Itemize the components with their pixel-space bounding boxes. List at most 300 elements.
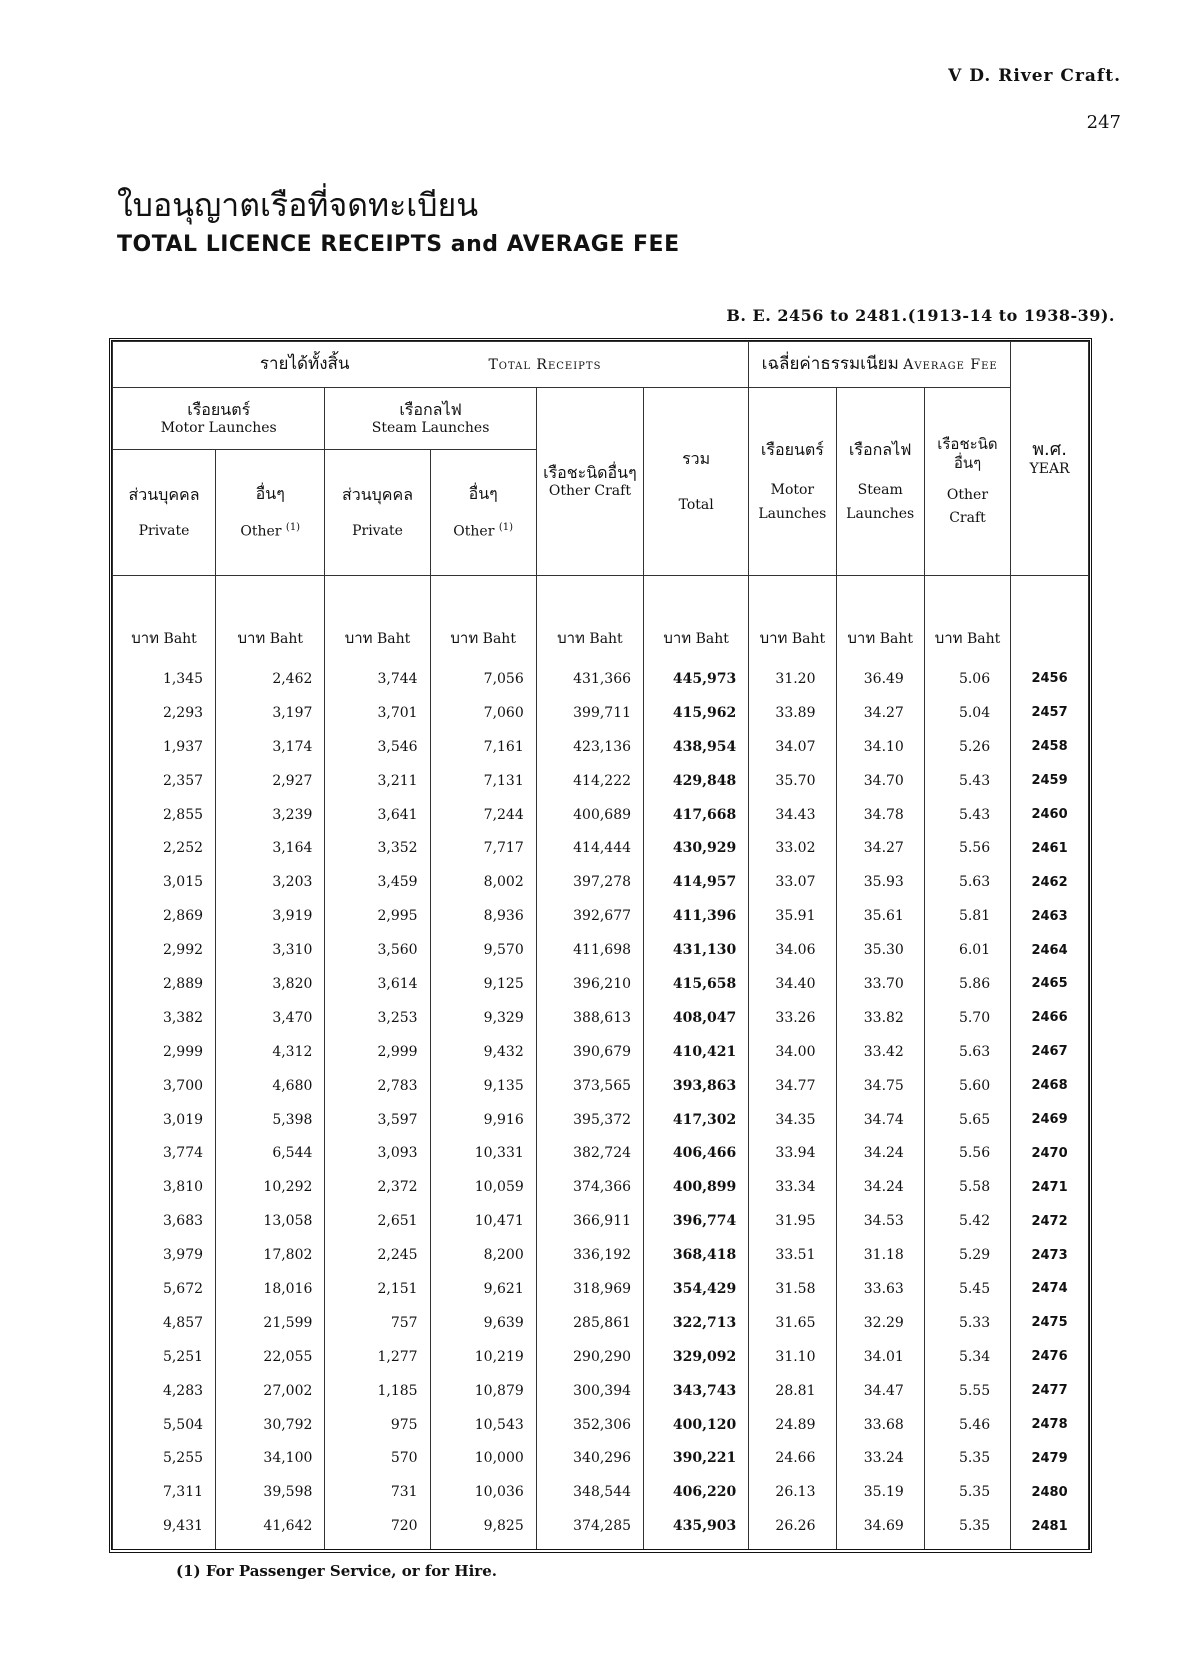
other-craft-cell: 290,290 [536,1340,643,1374]
licence-receipts-table [109,338,1092,1553]
total-cell: 431,130 [644,933,749,967]
title-english: TOTAL LICENCE RECEIPTS and AVERAGE FEE [117,232,680,257]
steam-other-cell: 9,825 [430,1509,536,1549]
period-label: B. E. 2456 to 2481.(1913-14 to 1938-39). [726,306,1115,325]
average-fee-thai: เฉลี่ยค่าธรรมเนียม [761,353,899,374]
avg-steam-cell: 34.27 [836,696,924,730]
avg-other-cell: 5.43 [924,798,1010,832]
steam-other-english: Other [453,523,495,540]
avg-motor-cell: 26.26 [749,1509,836,1549]
year-cell: 2471 [1011,1170,1089,1204]
total-receipts-header [113,342,749,388]
year-cell: 2474 [1011,1272,1089,1306]
avg-steam-cell: 33.42 [836,1035,924,1069]
total-cell: 390,221 [644,1441,749,1475]
total-cell: 400,120 [644,1408,749,1442]
steam-other-cell: 7,244 [430,798,536,832]
motor-other-cell: 17,802 [216,1238,325,1272]
other-craft-cell: 414,222 [536,764,643,798]
avg-other-english-1: Other [946,486,989,503]
avg-other-cell: 5.86 [924,967,1010,1001]
motor-other-cell: 3,310 [216,933,325,967]
steam-private-cell: 2,372 [325,1170,430,1204]
avg-motor-cell: 35.91 [749,899,836,933]
avg-steam-cell: 32.29 [836,1306,924,1340]
steam-private-cell: 1,185 [325,1374,430,1408]
avg-other-cell: 5.56 [924,1136,1010,1170]
steam-other-cell: 10,543 [430,1408,536,1442]
table-row [113,1103,1089,1137]
average-fee-header [749,342,1011,388]
year-cell: 2459 [1011,764,1089,798]
avg-other-cell: 5.63 [924,1035,1010,1069]
avg-other-header [924,388,1010,576]
steam-private-cell: 3,352 [325,831,430,865]
steam-private-cell: 2,783 [325,1069,430,1103]
steam-private-cell: 3,597 [325,1103,430,1137]
steam-other-cell: 7,131 [430,764,536,798]
steam-private-cell: 2,651 [325,1204,430,1238]
steam-launches-english: Steam Launches [371,419,490,436]
steam-other-cell: 7,056 [430,662,536,696]
table-row [113,1035,1089,1069]
steam-other-cell: 10,036 [430,1475,536,1509]
steam-private-cell: 757 [325,1306,430,1340]
avg-motor-cell: 33.02 [749,831,836,865]
motor-private-cell: 2,869 [113,899,216,933]
steam-other-cell: 9,329 [430,1001,536,1035]
motor-other-cell: 4,680 [216,1069,325,1103]
avg-steam-cell: 34.74 [836,1103,924,1137]
table-row [113,1170,1089,1204]
table-row [113,865,1089,899]
units-row [113,576,1089,663]
unit-cell-empty [1011,576,1089,663]
steam-other-cell: 10,331 [430,1136,536,1170]
steam-other-cell: 9,621 [430,1272,536,1306]
steam-other-cell: 8,936 [430,899,536,933]
motor-other-cell: 13,058 [216,1204,325,1238]
avg-steam-cell: 31.18 [836,1238,924,1272]
steam-private-cell: 3,093 [325,1136,430,1170]
avg-steam-cell: 34.78 [836,798,924,832]
steam-private-cell: 2,245 [325,1238,430,1272]
other-craft-cell: 373,565 [536,1069,643,1103]
avg-motor-cell: 33.51 [749,1238,836,1272]
avg-steam-cell: 34.10 [836,730,924,764]
avg-steam-english-2: Launches [846,505,915,522]
steam-other-cell: 8,200 [430,1238,536,1272]
avg-motor-english-1: Motor [770,482,815,498]
motor-other-cell: 3,197 [216,696,325,730]
other-craft-cell: 388,613 [536,1001,643,1035]
year-cell: 2479 [1011,1441,1089,1475]
table-row [113,1475,1089,1509]
steam-private-cell: 570 [325,1441,430,1475]
total-cell: 406,220 [644,1475,749,1509]
avg-steam-cell: 35.93 [836,865,924,899]
avg-motor-cell: 31.58 [749,1272,836,1306]
motor-other-cell: 6,544 [216,1136,325,1170]
motor-private-cell: 4,283 [113,1374,216,1408]
steam-other-cell: 10,000 [430,1441,536,1475]
avg-motor-cell: 35.70 [749,764,836,798]
steam-private-cell: 2,995 [325,899,430,933]
steam-private-cell: 2,151 [325,1272,430,1306]
other-craft-cell: 374,285 [536,1509,643,1549]
total-cell: 415,658 [644,967,749,1001]
steam-private-cell: 720 [325,1509,430,1549]
steam-private-cell: 2,999 [325,1035,430,1069]
other-craft-cell: 397,278 [536,865,643,899]
unit-cell: บาท Baht [749,576,836,663]
avg-motor-cell: 33.94 [749,1136,836,1170]
total-cell: 354,429 [644,1272,749,1306]
motor-private-cell: 2,855 [113,798,216,832]
motor-other-cell: 10,292 [216,1170,325,1204]
other-craft-cell: 318,969 [536,1272,643,1306]
avg-steam-cell: 36.49 [836,662,924,696]
other-craft-cell: 400,689 [536,798,643,832]
avg-motor-cell: 34.07 [749,730,836,764]
avg-motor-cell: 34.43 [749,798,836,832]
avg-motor-cell: 34.35 [749,1103,836,1137]
avg-other-cell: 5.60 [924,1069,1010,1103]
total-cell: 430,929 [644,831,749,865]
avg-steam-cell: 34.75 [836,1069,924,1103]
table-row [113,1340,1089,1374]
steam-other-cell: 10,879 [430,1374,536,1408]
avg-steam-cell: 34.47 [836,1374,924,1408]
motor-launches-header [113,388,325,450]
motor-other-cell: 3,164 [216,831,325,865]
unit-cell: บาท Baht [924,576,1010,663]
avg-motor-header [749,388,836,576]
other-craft-cell: 423,136 [536,730,643,764]
total-cell: 429,848 [644,764,749,798]
motor-other-cell: 3,203 [216,865,325,899]
other-craft-cell: 395,372 [536,1103,643,1137]
other-craft-cell: 411,698 [536,933,643,967]
avg-other-thai: เรือชะนิดอื่นๆ [937,435,998,472]
steam-private-cell: 1,277 [325,1340,430,1374]
motor-other-cell: 39,598 [216,1475,325,1509]
motor-private-cell: 2,992 [113,933,216,967]
steam-other-footnote-mark: (1) [498,521,514,533]
motor-other-english: Other [240,523,282,540]
avg-other-cell: 5.06 [924,662,1010,696]
avg-motor-english-2: Launches [758,505,827,522]
avg-steam-header [836,388,924,576]
motor-private-cell: 1,937 [113,730,216,764]
table-row [113,1204,1089,1238]
table-row [113,899,1089,933]
table-row [113,967,1089,1001]
steam-launches-thai: เรือกลไฟ [399,399,462,419]
other-craft-cell: 396,210 [536,967,643,1001]
other-craft-cell: 285,861 [536,1306,643,1340]
motor-other-cell: 3,820 [216,967,325,1001]
motor-other-header [216,450,325,576]
total-cell: 396,774 [644,1204,749,1238]
year-cell: 2469 [1011,1103,1089,1137]
motor-other-cell: 3,174 [216,730,325,764]
other-craft-cell: 382,724 [536,1136,643,1170]
steam-private-cell: 3,459 [325,865,430,899]
year-cell: 2478 [1011,1408,1089,1442]
year-cell: 2457 [1011,696,1089,730]
year-cell: 2475 [1011,1306,1089,1340]
motor-other-cell: 3,239 [216,798,325,832]
motor-private-cell: 3,810 [113,1170,216,1204]
title-thai: ใบอนุญาตเรือที่จดทะเบียน [117,186,479,224]
avg-steam-cell: 33.63 [836,1272,924,1306]
total-receipts-thai: รายได้ทั้งสิ้น [259,353,350,374]
total-cell: 408,047 [644,1001,749,1035]
footnote: (1) For Passenger Service, or for Hire. [176,1562,497,1580]
steam-other-cell: 8,002 [430,865,536,899]
table-row [113,662,1089,696]
motor-other-cell: 3,919 [216,899,325,933]
table-row [113,730,1089,764]
motor-private-cell: 4,857 [113,1306,216,1340]
avg-steam-cell: 34.53 [836,1204,924,1238]
steam-launches-header [325,388,536,450]
motor-other-cell: 30,792 [216,1408,325,1442]
total-cell: 445,973 [644,662,749,696]
table-row [113,1136,1089,1170]
table-row [113,1238,1089,1272]
unit-cell: บาท Baht [644,576,749,663]
motor-private-cell: 5,251 [113,1340,216,1374]
year-thai: พ.ศ. [1032,438,1067,460]
motor-other-cell: 2,927 [216,764,325,798]
other-craft-cell: 352,306 [536,1408,643,1442]
motor-launches-thai: เรือยนตร์ [187,399,251,419]
avg-steam-cell: 35.30 [836,933,924,967]
table-row [113,798,1089,832]
avg-other-cell: 5.63 [924,865,1010,899]
avg-motor-cell: 34.06 [749,933,836,967]
year-cell: 2472 [1011,1204,1089,1238]
avg-motor-cell: 31.10 [749,1340,836,1374]
table-row [113,831,1089,865]
avg-motor-cell: 34.77 [749,1069,836,1103]
total-receipts-english: Total Receipts [488,356,602,373]
unit-cell: บาท Baht [216,576,325,663]
unit-cell: บาท Baht [430,576,536,663]
total-cell: 415,962 [644,696,749,730]
total-cell: 435,903 [644,1509,749,1549]
steam-private-thai: ส่วนบุคคล [341,484,414,504]
steam-other-cell: 10,059 [430,1170,536,1204]
table-row [113,1069,1089,1103]
motor-private-cell: 7,311 [113,1475,216,1509]
avg-steam-english-1: Steam [857,482,903,498]
avg-steam-cell: 35.19 [836,1475,924,1509]
avg-other-cell: 5.43 [924,764,1010,798]
avg-steam-cell: 34.01 [836,1340,924,1374]
year-cell: 2465 [1011,967,1089,1001]
table-row [113,764,1089,798]
avg-other-cell: 5.55 [924,1374,1010,1408]
avg-other-cell: 5.56 [924,831,1010,865]
avg-other-cell: 5.35 [924,1441,1010,1475]
avg-other-cell: 5.81 [924,899,1010,933]
motor-other-cell: 27,002 [216,1374,325,1408]
avg-steam-cell: 33.70 [836,967,924,1001]
avg-motor-cell: 31.20 [749,662,836,696]
steam-private-cell: 3,546 [325,730,430,764]
year-cell: 2458 [1011,730,1089,764]
motor-private-cell: 5,672 [113,1272,216,1306]
motor-private-cell: 3,683 [113,1204,216,1238]
total-cell: 322,713 [644,1306,749,1340]
year-cell: 2473 [1011,1238,1089,1272]
steam-other-cell: 7,717 [430,831,536,865]
other-craft-cell: 300,394 [536,1374,643,1408]
table-row [113,1441,1089,1475]
avg-motor-cell: 33.07 [749,865,836,899]
year-cell: 2461 [1011,831,1089,865]
motor-private-cell: 3,979 [113,1238,216,1272]
steam-other-cell: 9,916 [430,1103,536,1137]
unit-cell: บาท Baht [836,576,924,663]
avg-other-cell: 5.46 [924,1408,1010,1442]
avg-other-cell: 5.35 [924,1509,1010,1549]
year-cell: 2456 [1011,662,1089,696]
avg-other-cell: 5.04 [924,696,1010,730]
motor-private-cell: 2,357 [113,764,216,798]
avg-motor-cell: 33.26 [749,1001,836,1035]
avg-motor-cell: 24.66 [749,1441,836,1475]
avg-motor-cell: 26.13 [749,1475,836,1509]
motor-private-cell: 2,999 [113,1035,216,1069]
avg-steam-cell: 33.82 [836,1001,924,1035]
motor-private-cell: 2,889 [113,967,216,1001]
motor-other-cell: 3,470 [216,1001,325,1035]
other-craft-thai: เรือชะนิดอื่นๆ [543,462,637,482]
steam-other-cell: 9,570 [430,933,536,967]
year-cell: 2462 [1011,865,1089,899]
avg-motor-cell: 33.89 [749,696,836,730]
avg-motor-thai: เรือยนตร์ [760,440,824,459]
motor-private-english: Private [138,522,190,539]
year-cell: 2463 [1011,899,1089,933]
table-row [113,1509,1089,1549]
other-craft-cell: 392,677 [536,899,643,933]
table-row [113,1374,1089,1408]
steam-other-cell: 9,125 [430,967,536,1001]
steam-private-cell: 3,701 [325,696,430,730]
total-thai: รวม [682,448,711,468]
page-number: 247 [1086,112,1121,133]
motor-private-cell: 1,345 [113,662,216,696]
year-cell: 2460 [1011,798,1089,832]
motor-private-cell: 5,504 [113,1408,216,1442]
other-craft-cell: 348,544 [536,1475,643,1509]
steam-private-cell: 731 [325,1475,430,1509]
avg-steam-cell: 34.27 [836,831,924,865]
motor-private-cell: 9,431 [113,1509,216,1549]
steam-private-cell: 3,560 [325,933,430,967]
motor-other-footnote-mark: (1) [285,521,301,533]
steam-other-cell: 9,135 [430,1069,536,1103]
avg-other-cell: 5.70 [924,1001,1010,1035]
year-cell: 2476 [1011,1340,1089,1374]
motor-other-thai: อื่นๆ [255,483,285,503]
avg-other-cell: 5.42 [924,1204,1010,1238]
avg-steam-cell: 34.24 [836,1170,924,1204]
avg-other-cell: 5.26 [924,730,1010,764]
motor-private-thai: ส่วนบุคคล [128,484,200,504]
motor-private-cell: 3,019 [113,1103,216,1137]
total-cell: 410,421 [644,1035,749,1069]
table-row [113,1272,1089,1306]
other-craft-cell: 340,296 [536,1441,643,1475]
motor-launches-english: Motor Launches [160,419,277,436]
steam-other-cell: 10,219 [430,1340,536,1374]
avg-motor-cell: 31.95 [749,1204,836,1238]
avg-other-english-2: Craft [949,510,986,527]
avg-other-cell: 5.34 [924,1340,1010,1374]
total-cell: 411,396 [644,899,749,933]
table-row [113,1306,1089,1340]
steam-private-cell: 3,253 [325,1001,430,1035]
motor-private-cell: 3,015 [113,865,216,899]
avg-motor-cell: 28.81 [749,1374,836,1408]
total-cell: 406,466 [644,1136,749,1170]
avg-other-cell: 5.65 [924,1103,1010,1137]
year-cell: 2468 [1011,1069,1089,1103]
avg-steam-cell: 33.68 [836,1408,924,1442]
avg-motor-cell: 24.89 [749,1408,836,1442]
average-fee-english: Average Fee [903,356,998,373]
avg-other-cell: 5.45 [924,1272,1010,1306]
motor-private-cell: 3,774 [113,1136,216,1170]
avg-other-cell: 5.35 [924,1475,1010,1509]
motor-other-cell: 41,642 [216,1509,325,1549]
table-row [113,696,1089,730]
year-cell: 2480 [1011,1475,1089,1509]
avg-other-cell: 6.01 [924,933,1010,967]
other-craft-cell: 414,444 [536,831,643,865]
steam-other-cell: 9,432 [430,1035,536,1069]
year-cell: 2470 [1011,1136,1089,1170]
steam-other-cell: 10,471 [430,1204,536,1238]
unit-cell: บาท Baht [113,576,216,663]
motor-private-cell: 2,252 [113,831,216,865]
avg-other-cell: 5.58 [924,1170,1010,1204]
total-cell: 438,954 [644,730,749,764]
steam-private-cell: 3,211 [325,764,430,798]
total-header [644,388,749,576]
year-english: YEAR [1029,461,1070,477]
total-cell: 417,668 [644,798,749,832]
steam-private-english: Private [352,522,403,539]
motor-private-cell: 3,382 [113,1001,216,1035]
avg-motor-cell: 33.34 [749,1170,836,1204]
motor-other-cell: 18,016 [216,1272,325,1306]
motor-other-cell: 22,055 [216,1340,325,1374]
year-cell: 2466 [1011,1001,1089,1035]
steam-private-cell: 975 [325,1408,430,1442]
avg-steam-cell: 33.24 [836,1441,924,1475]
year-cell: 2467 [1011,1035,1089,1069]
other-craft-cell: 374,366 [536,1170,643,1204]
avg-steam-cell: 35.61 [836,899,924,933]
total-cell: 368,418 [644,1238,749,1272]
